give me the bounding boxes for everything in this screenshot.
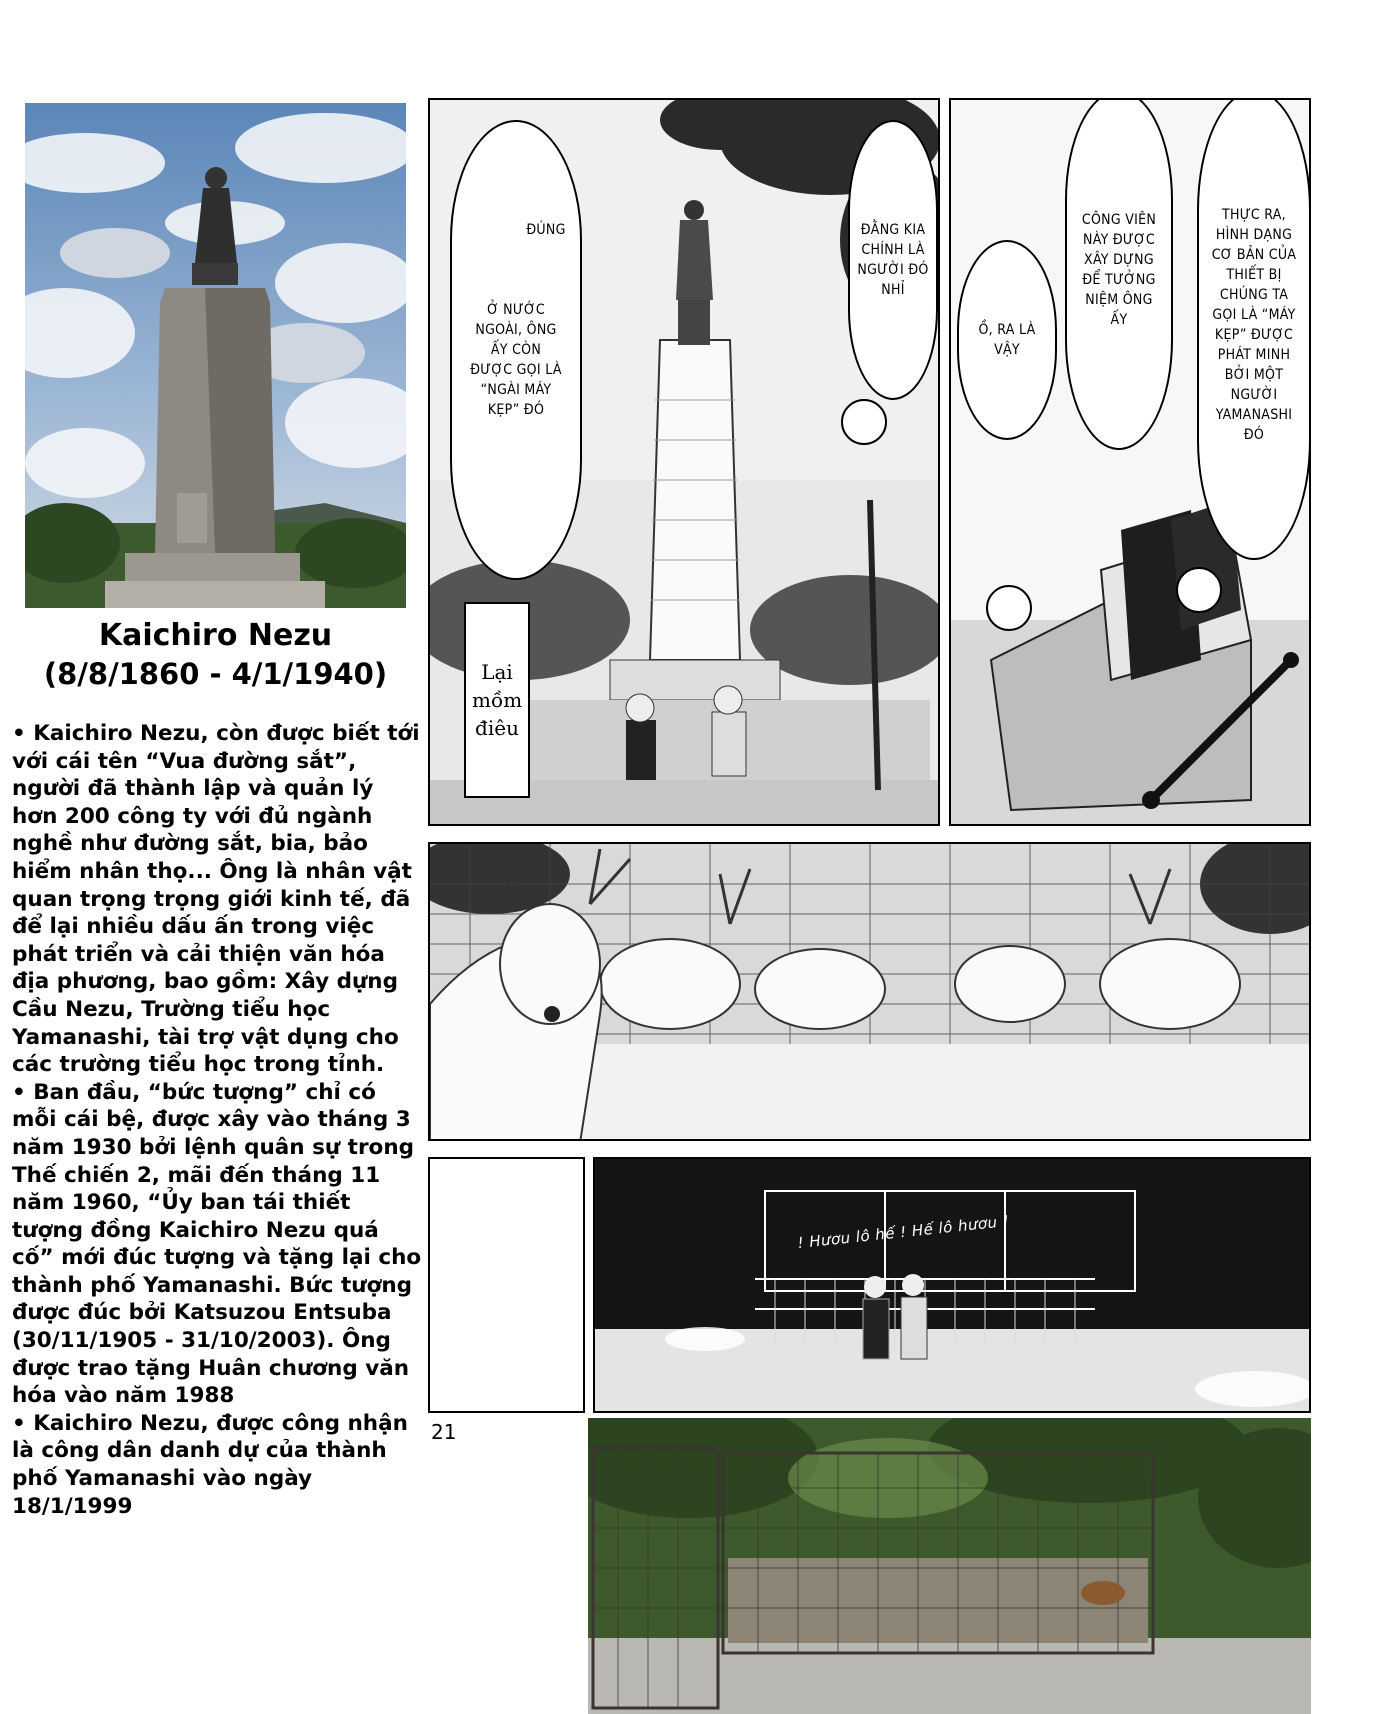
narration-box	[464, 602, 530, 798]
speech-text: CÔNG VIÊN NÀY ĐƯỢC XÂY DỰNG ĐỂ TƯỞNG NIỆM ÔNG ẤY	[1081, 212, 1157, 328]
bio-paragraph: • Ban đầu, “bức tượng” chỉ có mỗi cái bệ, được xây vào tháng 3 năm 1930 bởi lệnh quân sự trong Thế chiến 2, mãi đến tháng 11 năm 1960, “Ủy ban tái thiết tượng đồng Kaichiro Nezu quá cố” mới đúc tượng và tặng lại cho thành phố Yamanashi. Bức tượng được đúc bởi Katsuzou Entsuba (30/11/1905 - 31/10/2003). Ông được trao tặng Huân chương văn hóa vào năm 1988	[12, 1079, 422, 1409]
speech-text: THỰC RA, HÌNH DẠNG CƠ BẢN CỦA THIẾT BỊ CHÚNG TA GỌI LÀ “MÁY KẸP” ĐƯỢC PHÁT MINH BỞI MỘT NGƯỜI YAMANASHI ĐÓ	[1211, 207, 1297, 443]
sound-effect-text: ! Hươu lô hế ! Hế lô hươu !	[796, 1211, 1011, 1253]
photo-caption-dates: (8/8/1860 - 4/1/1940)	[43, 657, 388, 691]
speech-bubble	[450, 120, 582, 580]
photo-caption-name: Kaichiro Nezu	[98, 618, 333, 653]
speech-bubble	[957, 240, 1057, 440]
bio-paragraph: • Kaichiro Nezu, còn được biết tới với cái tên “Vua đường sắt”, người đã thành lập và quản lý hơn 200 công ty với đủ ngành nghề như đường sắt, bia, bảo hiểm nhân thọ... Ông là nhân vật quan trọng trọng giới kinh tế, đã để lại nhiều dấu ấn trong việc phát triển và cải thiện văn hóa địa phương, bao gồm: Xây dựng Cầu Nezu, Trường tiểu học Yamanashi, tài trợ vật dụng cho các trường tiểu học trong tỉnh.	[12, 721, 420, 1078]
deer-enclosure-photo	[588, 1418, 1311, 1714]
speech-text: Ở NƯỚC NGOÀI, ÔNG ẤY CÒN ĐƯỢC GỌI LÀ “NGÀI MÁY KẸP” ĐÓ	[470, 302, 562, 418]
manga-panel-statue	[428, 98, 940, 826]
speech-text: ĐẰNG KIA CHÍNH LÀ NGƯỜI ĐÓ NHỈ	[857, 222, 929, 298]
manga-panel-vise	[949, 98, 1311, 826]
page-number: 21	[431, 1420, 457, 1444]
speech-bubble	[1065, 98, 1173, 450]
speech-bubble	[1197, 98, 1311, 560]
statue-photo	[25, 103, 406, 608]
bio-paragraph: • Kaichiro Nezu, được công nhận là công dân danh dự của thành phố Yamanashi vào ngày 18/1/1999	[12, 1410, 408, 1519]
speech-text: Ồ, RA LÀ VẬY	[978, 322, 1036, 358]
narration-text: Lại mồm điêu	[472, 660, 523, 740]
manga-panel-fence	[593, 1157, 1311, 1413]
biography-text	[12, 720, 426, 1520]
manga-panel-blank	[428, 1157, 585, 1413]
speech-bubble	[848, 120, 938, 400]
manga-panel-deer	[428, 842, 1311, 1141]
speech-text: ĐÚNG	[526, 222, 566, 238]
